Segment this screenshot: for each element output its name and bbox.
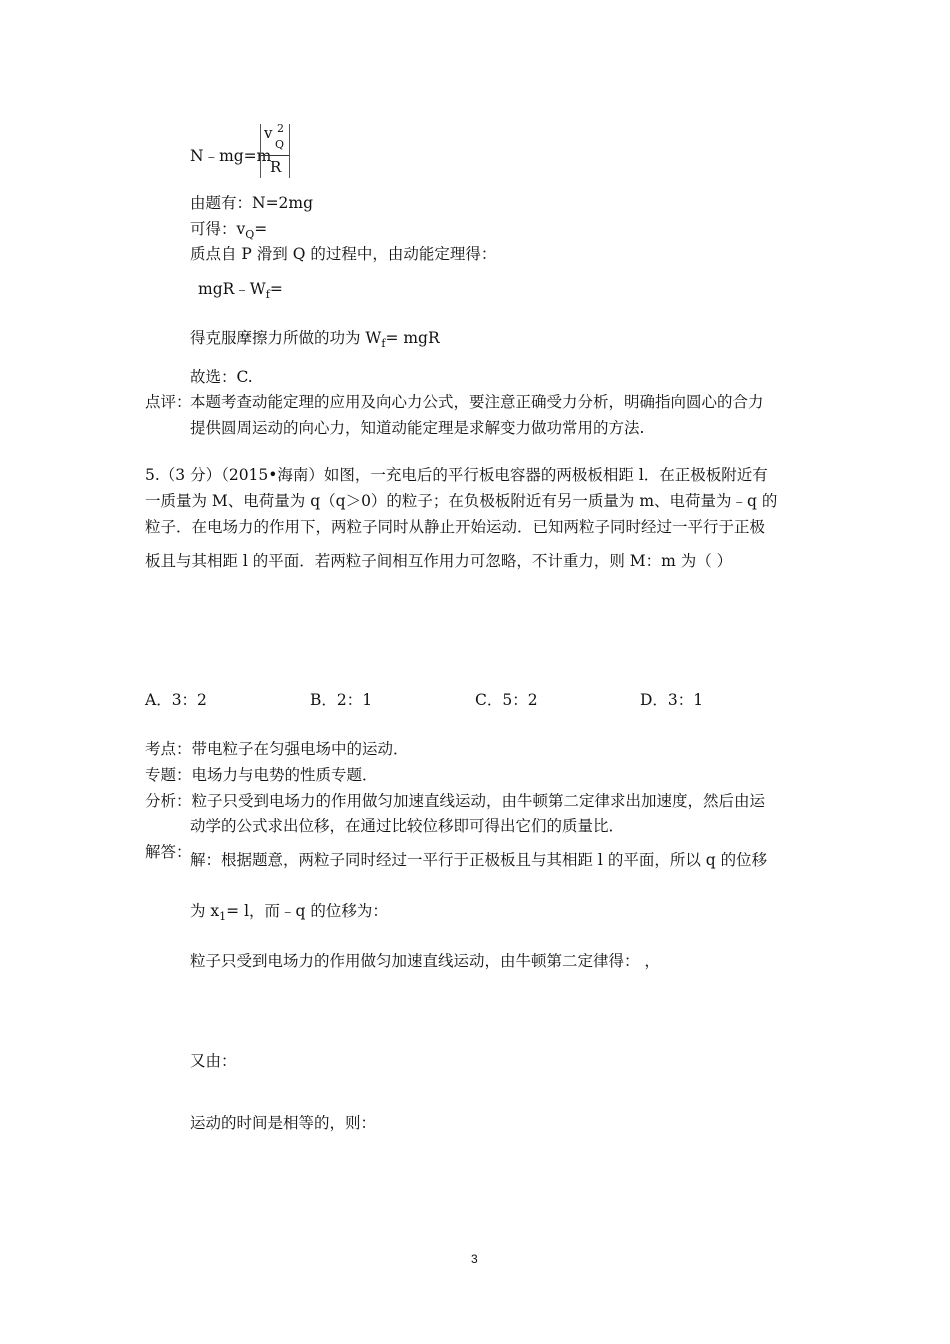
comment-line-1: 本题考查动能定理的应用及向心力公式，要注意正确受力分析，明确指向圆心的合力 [190, 393, 764, 411]
work-subscript: f [381, 337, 386, 350]
question5-line-1: 5.（3 分）（2015•海南）如图，一充电后的平行板电容器的两极板相距 l．在正极板附近有 [145, 466, 768, 484]
mgr-prefix: mgR﹣W [198, 280, 266, 298]
jieda-label: 解答： [145, 843, 192, 861]
youyou-line: 又由： [190, 1052, 237, 1070]
fraction-superscript: 2 [277, 122, 284, 135]
comment-label: 点评： [145, 393, 192, 411]
fraction-denominator: R [270, 158, 282, 176]
fenxi-line-2: 动学的公式求出位移，在通过比较位移即可得出它们的质量比． [190, 817, 625, 835]
choose-line: 故选：C. [190, 368, 253, 386]
vq-subscript: Q [245, 228, 255, 241]
fenxi-line-1: 分析：粒子只受到电场力的作用做匀加速直线运动，由牛顿第二定律求出加速度，然后由运 [145, 792, 766, 810]
vq-prefix: 可得：v [190, 220, 246, 238]
question5-line-4: 板且与其相距 l 的平面．若两粒子间相互作用力可忽略，不计重力，则 M：m 为（ ） [145, 552, 733, 570]
fraction-bar [261, 155, 289, 156]
mgr-subscript: f [265, 288, 270, 301]
jieda-line-3: 粒子只受到电场力的作用做匀加速直线运动，由牛顿第二定律得： ， [190, 952, 660, 970]
vq-suffix: = [254, 220, 268, 238]
work-prefix: 得克服摩擦力所做的功为 W [190, 329, 382, 347]
jieda-line-2 [190, 901, 388, 923]
given-line: 由题有：N=2mg [190, 194, 314, 212]
mgr-suffix: = [269, 280, 283, 298]
question5-line-2: 一质量为 M、电荷量为 q（q＞0）的粒子；在负极板附近有另一质量为 m、电荷量为﹣q 的 [145, 492, 778, 510]
option-b: B．2：1 [310, 691, 373, 709]
jieda-2-suffix: = l，而﹣q 的位移为： [226, 902, 388, 920]
work-line [190, 328, 440, 350]
fraction-numerator: v [264, 124, 273, 142]
time-equal-line: 运动的时间是相等的，则： [190, 1114, 377, 1132]
work-suffix: = mgR [385, 329, 440, 347]
option-d: D．3：1 [640, 691, 704, 709]
jieda-2-subscript: 1 [219, 910, 227, 923]
fraction-subscript: Q [275, 138, 285, 151]
option-c: C．5：2 [475, 691, 538, 709]
vq-line [190, 219, 267, 241]
comment-line-2: 提供圆周运动的向心力，知道动能定理是求解变力做功常用的方法. [190, 419, 645, 437]
equation-n-mg: N﹣mg=m [190, 147, 272, 165]
page-number: 3 [471, 1252, 478, 1266]
kaodian-line: 考点：带电粒子在匀强电场中的运动． [145, 740, 409, 758]
jieda-2-prefix: 为 x [190, 902, 220, 920]
question5-line-3: 粒子．在电场力的作用下，两粒子同时从静止开始运动．已知两粒子同时经过一平行于正极 [145, 518, 766, 536]
p-to-q-line: 质点自 P 滑到 Q 的过程中，由动能定理得： [190, 245, 497, 263]
mgr-line [198, 279, 283, 301]
option-a: A．3：2 [145, 691, 207, 709]
fraction-vq2-over-r [260, 124, 290, 178]
zhuanti-line: 专题：电场力与电势的性质专题． [145, 766, 378, 784]
jieda-line-1: 解：根据题意，两粒子同时经过一平行于正极板且与其相距 l 的平面，所以 q 的位移 [190, 851, 768, 869]
